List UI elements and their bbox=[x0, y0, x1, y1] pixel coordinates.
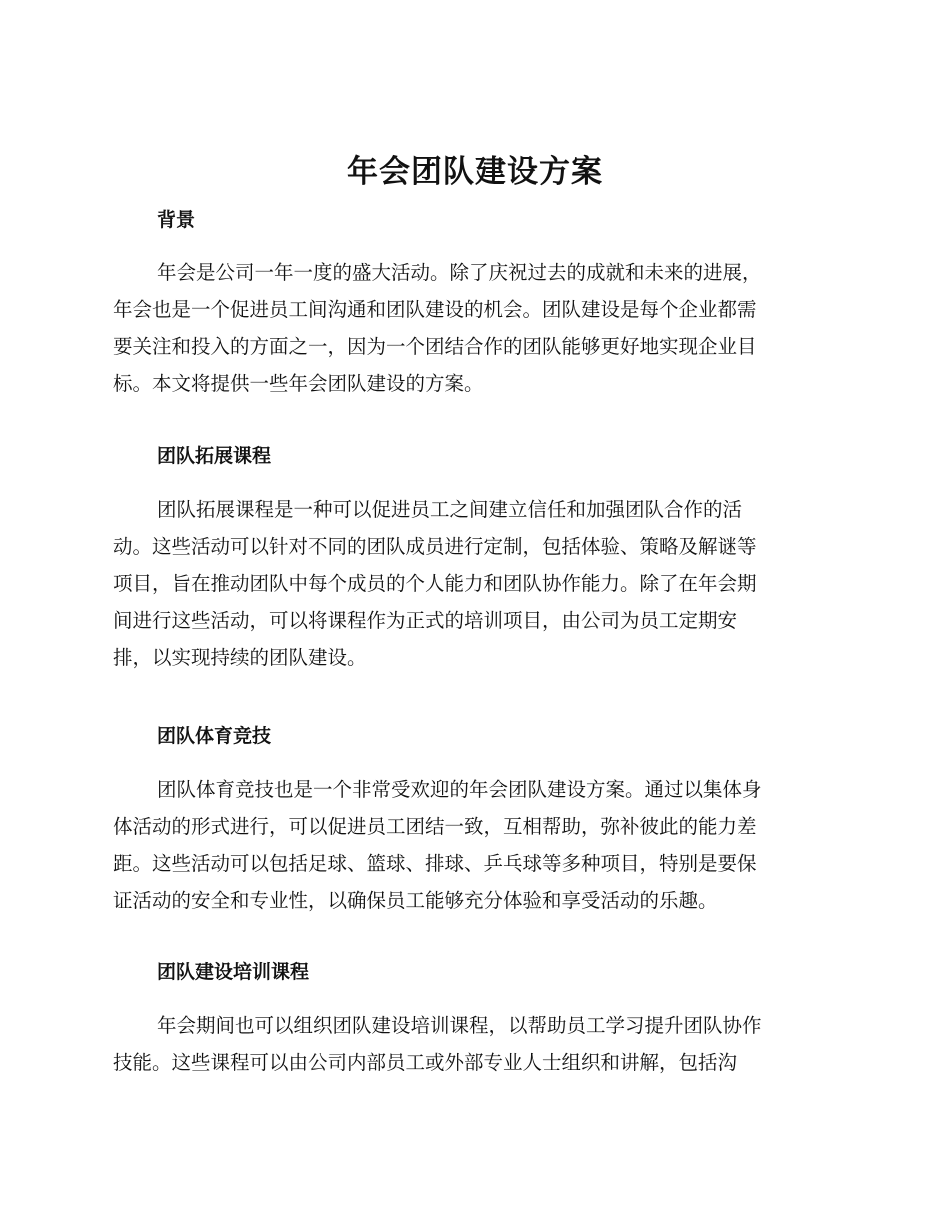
paragraph-line: 动。这些活动可以针对不同的团队成员进行定制，包括体验、策略及解谜等 bbox=[113, 535, 757, 558]
paragraph-line: 技能。这些课程可以由公司内部员工或外部专业人士组织和讲解，包括沟 bbox=[113, 1051, 738, 1074]
paragraph-line: 证活动的安全和专业性，以确保员工能够充分体验和享受活动的乐趣。 bbox=[113, 889, 718, 912]
paragraph-line: 项目，旨在推动团队中每个成员的个人能力和团队协作能力。除了在年会期 bbox=[113, 572, 757, 595]
paragraph-line: 年会也是一个促进员工间沟通和团队建设的机会。团队建设是每个企业都需 bbox=[113, 298, 757, 321]
paragraph-line: 排，以实现持续的团队建设。 bbox=[113, 646, 367, 669]
paragraph-line: 团队体育竞技也是一个非常受欢迎的年会团队建设方案。通过以集体身 bbox=[157, 778, 762, 801]
paragraph-line: 团队拓展课程是一种可以促进员工之间建立信任和加强团队合作的活 bbox=[157, 498, 743, 521]
document-title: 年会团队建设方案 bbox=[347, 154, 603, 190]
paragraph-line: 体活动的形式进行，可以促进员工团结一致，互相帮助，弥补彼此的能力差 bbox=[113, 815, 757, 838]
section-paragraph-team-training bbox=[113, 1007, 833, 1081]
section-paragraph-team-sports bbox=[113, 771, 833, 919]
section-heading-team-expansion: 团队拓展课程 bbox=[157, 445, 272, 467]
paragraph-line: 距。这些活动可以包括足球、篮球、排球、乒乓球等多种项目，特别是要保 bbox=[113, 852, 757, 875]
paragraph-line: 间进行这些活动，可以将课程作为正式的培训项目，由公司为员工定期安 bbox=[113, 609, 738, 632]
section-heading-background: 背景 bbox=[157, 209, 196, 231]
section-heading-team-training: 团队建设培训课程 bbox=[157, 961, 310, 983]
section-heading-team-sports: 团队体育竞技 bbox=[157, 725, 272, 747]
section-paragraph-background bbox=[113, 254, 833, 402]
paragraph-line: 年会期间也可以组织团队建设培训课程，以帮助员工学习提升团队协作 bbox=[157, 1014, 762, 1037]
section-paragraph-team-expansion bbox=[113, 491, 833, 676]
paragraph-line: 要关注和投入的方面之一，因为一个团结合作的团队能够更好地实现企业目 bbox=[113, 335, 757, 358]
paragraph-line: 标。本文将提供一些年会团队建设的方案。 bbox=[113, 372, 484, 395]
paragraph-line: 年会是公司一年一度的盛大活动。除了庆祝过去的成就和未来的进展， bbox=[157, 261, 762, 284]
